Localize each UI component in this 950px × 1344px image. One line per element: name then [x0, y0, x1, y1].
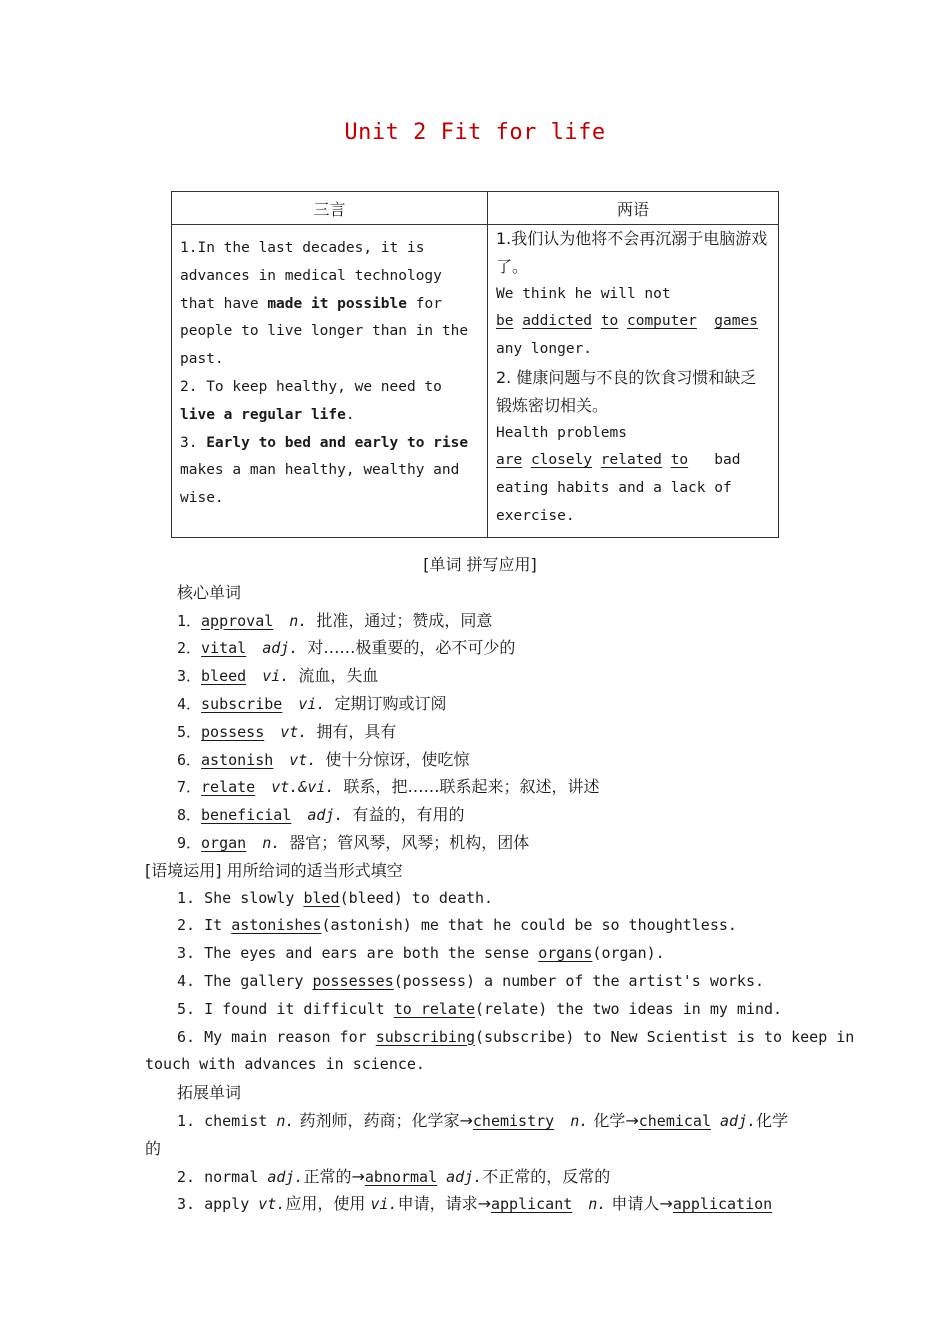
saying-line: wise.: [180, 490, 224, 507]
blank-answer: addicted: [522, 313, 593, 330]
phrase-line-cn: 1.我们认为他将不会再沉溺于电脑游戏: [496, 229, 768, 248]
phrase-line: any longer.: [496, 341, 593, 358]
saying-line: 2. To keep healthy, we need to: [180, 378, 442, 395]
core-word-item: 4．subscribe vi. 定期订购或订阅: [177, 693, 447, 713]
blank-answer: subscribe: [201, 694, 283, 713]
core-word-item: 9．organ n. 器官；管风琴，风琴；机构，团体: [177, 832, 530, 852]
phrase-line: eating habits and a lack of: [496, 480, 732, 497]
header-two-phrases: 两语: [488, 192, 779, 225]
blank-answer: be: [496, 313, 514, 330]
blank-answer: closely: [530, 452, 593, 469]
blank-answer: to: [670, 452, 689, 469]
phrase-line-cn: 了。: [496, 256, 529, 276]
blank-answer: bled: [303, 888, 340, 907]
key-phrase: live a regular life: [180, 406, 346, 423]
key-phrase: made it possible: [267, 295, 407, 312]
ext-item: 3. apply vt.应用，使用 vi.申请，请求→applicant n. 申请人→application: [177, 1194, 773, 1214]
blank-answer: organs: [538, 944, 593, 963]
blank-answer: applicant: [490, 1195, 573, 1214]
blank-answer: relate: [201, 778, 256, 797]
phrases-cell: [488, 225, 779, 538]
blank-answer: organ: [201, 833, 247, 852]
blank-answer: application: [672, 1195, 773, 1214]
vocab-section: [145, 551, 855, 1218]
saying-line: people to live longer than in the: [180, 323, 469, 340]
core-word-item: 5．possess vt. 拥有，具有: [177, 721, 397, 741]
context-exercise-list: [145, 885, 855, 1080]
core-word-item: 1．approval n. 批准，通过；赞成，同意: [177, 610, 493, 630]
ext-item: 1. chemist n. 药剂师，药商；化学家→chemistry n. 化学→chemical adj.化学: [177, 1110, 789, 1130]
core-words-list: [145, 607, 815, 857]
phrase-line: are closely related to bad: [496, 452, 741, 469]
core-word-item: 2．vital adj. 对……极重要的，必不可少的: [177, 638, 516, 658]
intro-table: [171, 191, 779, 538]
blank-answer: chemical: [638, 1111, 711, 1130]
blank-answer: astonishes: [231, 916, 322, 935]
phrase-line: Health problems: [496, 424, 627, 441]
context-sentence: 5. I found it difficult to relate(relate) the two ideas in my mind.: [177, 999, 783, 1018]
phrase-line: [496, 308, 770, 336]
saying-line: that have made it possible for: [180, 295, 442, 312]
header-three-sayings: 三言: [172, 192, 488, 225]
blank-answer: astonish: [201, 750, 274, 769]
phrase-line: We think he will not: [496, 285, 671, 302]
ext-item-continued: 的: [145, 1138, 162, 1158]
blank-answer: related: [600, 452, 662, 469]
blank-answer: vital: [201, 639, 247, 658]
context-sentence: 1. She slowly bled(bleed) to death.: [177, 888, 494, 907]
core-word-item: 7．relate vt.&vi. 联系，把……联系起来；叙述，讲述: [177, 777, 600, 797]
context-sentence: 2. It astonishes(astonish) me that he could be so thoughtless.: [177, 916, 737, 935]
blank-answer: are: [496, 452, 523, 469]
blank-answer: to relate: [393, 999, 476, 1018]
phrase-line-cn: 2. 健康问题与不良的饮食习惯和缺乏: [496, 367, 757, 387]
context-heading: [语境运用] 用所给词的适当形式填空: [145, 860, 403, 880]
sayings-cell: [172, 225, 488, 538]
phrase-line: exercise.: [496, 507, 575, 524]
page-title: Unit 2 Fit for life: [344, 120, 606, 145]
context-sentence: 6. My main reason for subscribing(subscribe) to New Scientist is to keep in: [177, 1027, 855, 1046]
core-word-item: 3．bleed vi. 流血，失血: [177, 666, 379, 686]
core-words-heading: 核心单词: [177, 582, 242, 602]
blank-answer: possess: [201, 722, 265, 741]
core-word-item: 8．beneficial adj. 有益的，有用的: [177, 805, 465, 825]
ext-words-heading: 拓展单词: [177, 1083, 242, 1103]
blank-answer: abnormal: [364, 1167, 438, 1186]
blank-answer: chemistry: [472, 1111, 555, 1130]
blank-answer: beneficial: [201, 806, 292, 825]
context-sentence: 4. The gallery possesses(possess) a number of the artist's works.: [177, 971, 765, 990]
saying-line: live a regular life.: [180, 406, 355, 423]
ext-item: 2. normal adj.正常的→abnormal adj.不正常的，反常的: [177, 1166, 611, 1186]
blank-answer: approval: [201, 611, 274, 630]
blank-answer: bleed: [201, 667, 247, 686]
saying-line: advances in medical technology: [180, 267, 442, 284]
context-sentence-continued: touch with advances in science.: [145, 1055, 425, 1074]
phrase-line-cn: 锻炼密切相关。: [496, 395, 609, 415]
saying-line: 1.In the last decades, it is: [180, 240, 425, 256]
saying-line: makes a man healthy, wealthy and: [180, 462, 460, 479]
blank-answer: games: [714, 313, 758, 330]
blank-answer: possesses: [312, 971, 394, 990]
saying-line: 3. Early to bed and early to rise: [180, 434, 469, 451]
blank-answer: computer: [626, 313, 697, 330]
core-word-item: 6．astonish vt. 使十分惊讶，使吃惊: [177, 749, 470, 769]
blank-answer: to: [600, 313, 619, 330]
blank-answer: subscribing: [375, 1027, 476, 1046]
saying-line: past.: [180, 351, 224, 368]
section-heading: [单词 拼写应用]: [423, 555, 537, 574]
key-phrase: Early to bed and early to rise: [206, 434, 469, 451]
context-sentence: 3. The eyes and ears are both the sense organs(organ).: [177, 944, 665, 963]
